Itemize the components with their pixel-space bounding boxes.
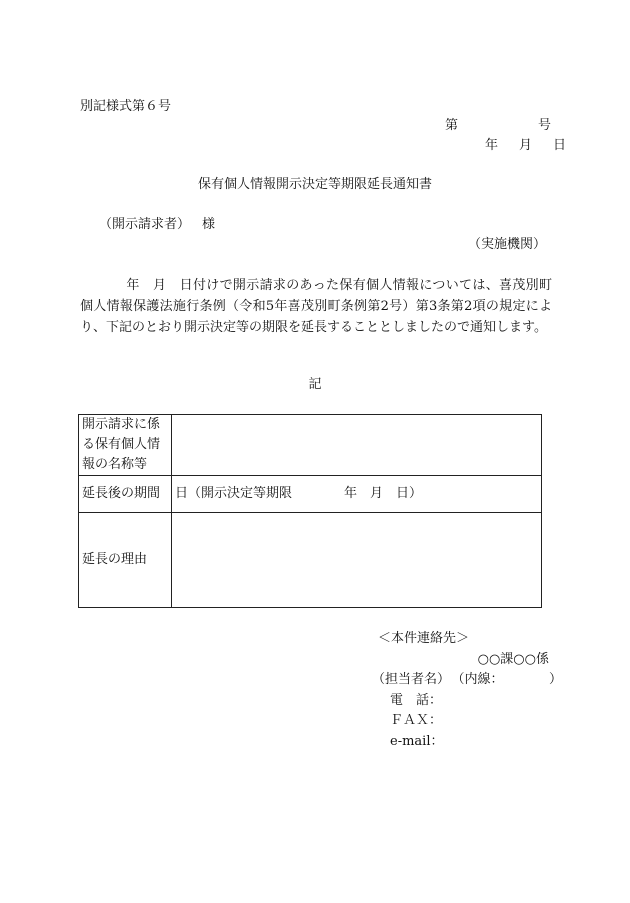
contact-tel: 電 話： xyxy=(390,693,443,708)
document-number-suffix: 号 xyxy=(537,118,551,133)
document-title: 保有個人情報開示決定等期限延長通知書 xyxy=(197,177,432,192)
contact-person xyxy=(372,671,562,689)
body-paragraph: 年 月 日付けで開示請求のあった保有個人情報については、喜茂別町個人情報保護法施行条例（令和5年喜茂別町条例第2号）第3条第2項の規定により、下記のとおり開示決定等の期限を延長することとしましたので通知します。 xyxy=(80,278,552,335)
extension-period-label: 延長後の期間 xyxy=(79,476,172,513)
body-paragraph-block xyxy=(80,275,552,338)
table-row xyxy=(79,415,542,476)
table-row xyxy=(79,476,542,513)
implementing-agency: （実施機関） xyxy=(467,237,546,252)
recipient-label: （開示請求者） xyxy=(99,217,191,232)
form-number: 別記様式第６号 xyxy=(80,99,172,114)
contact-extension: （内線： ） xyxy=(458,672,563,687)
contact-heading: ＜本件連絡先＞ xyxy=(378,631,470,646)
contact-fax: ＦＡＸ： xyxy=(390,713,443,728)
contact-section: ○○課○○係 xyxy=(477,652,549,667)
extension-reason-value xyxy=(172,513,542,608)
recipient xyxy=(99,216,215,234)
info-name-value xyxy=(172,415,542,476)
issue-date: 年 月 日 xyxy=(485,138,571,153)
info-name-label: 開示請求に係る保有個人情報の名称等 xyxy=(82,417,161,472)
contact-email: e-mail： xyxy=(390,734,444,749)
details-table xyxy=(78,414,542,608)
extension-reason-label: 延長の理由 xyxy=(79,513,172,608)
ki-heading: 記 xyxy=(308,377,322,392)
table-label-cell xyxy=(79,415,172,476)
contact-person-label: （担当者名） xyxy=(372,672,451,687)
document-number-prefix: 第 xyxy=(445,118,459,133)
table-row xyxy=(79,513,542,608)
recipient-honorific: 様 xyxy=(202,217,216,232)
extension-period-value: 日（開示決定等期限 年 月 日） xyxy=(172,476,542,513)
